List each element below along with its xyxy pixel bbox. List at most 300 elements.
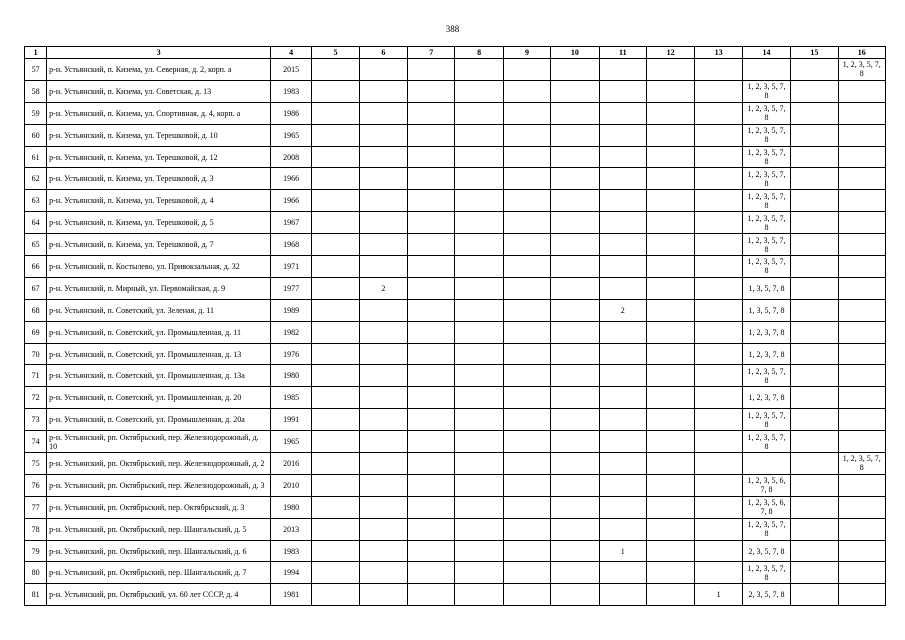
table-cell: 1, 2, 3, 7, 8 — [742, 387, 790, 409]
table-cell — [551, 409, 599, 431]
table-cell — [503, 518, 550, 540]
table-cell — [791, 80, 838, 102]
table-cell — [599, 234, 646, 256]
table-cell — [551, 474, 599, 496]
table-cell — [455, 518, 503, 540]
table-cell — [551, 234, 599, 256]
table-cell — [695, 124, 742, 146]
table-cell — [791, 321, 838, 343]
table-cell — [312, 212, 359, 234]
year-cell: 1966 — [270, 168, 311, 190]
table-cell — [551, 584, 599, 606]
table-cell — [408, 343, 455, 365]
table-cell — [455, 277, 503, 299]
table-cell — [359, 256, 407, 278]
table-cell — [312, 124, 359, 146]
table-row — [25, 387, 886, 409]
table-cell — [503, 474, 550, 496]
table-cell — [551, 562, 599, 584]
table-cell — [408, 409, 455, 431]
table-cell — [312, 562, 359, 584]
table-cell — [695, 321, 742, 343]
table-cell — [838, 102, 885, 124]
row-number-cell: 66 — [25, 256, 47, 278]
table-cell: 1, 2, 3, 5, 7, 8 — [742, 562, 790, 584]
table-cell: 1, 2, 3, 5, 7, 8 — [838, 59, 885, 81]
row-number-cell: 79 — [25, 540, 47, 562]
table-cell — [791, 518, 838, 540]
row-number-cell: 65 — [25, 234, 47, 256]
table-cell — [359, 496, 407, 518]
table-cell — [646, 518, 694, 540]
table-cell — [599, 518, 646, 540]
table-row — [25, 146, 886, 168]
year-cell: 1989 — [270, 299, 311, 321]
address-cell: р-н. Устьянский, п. Советский, ул. Промышленная, д. 11 — [47, 321, 271, 343]
column-header: 16 — [838, 47, 885, 59]
year-cell: 2008 — [270, 146, 311, 168]
table-cell — [312, 540, 359, 562]
table-cell — [838, 474, 885, 496]
table-cell — [791, 102, 838, 124]
year-cell: 1965 — [270, 124, 311, 146]
address-cell: р-н. Устьянский, п. Кизема, ул. Терешковой, д. 3 — [47, 168, 271, 190]
table-cell — [312, 321, 359, 343]
address-cell: р-н. Устьянский, п. Советский, ул. Промышленная, д. 20а — [47, 409, 271, 431]
table-cell — [599, 124, 646, 146]
table-row — [25, 496, 886, 518]
table-cell — [838, 256, 885, 278]
table-row — [25, 190, 886, 212]
table-cell — [455, 562, 503, 584]
table-cell — [455, 453, 503, 475]
table-cell — [408, 80, 455, 102]
table-cell — [646, 168, 694, 190]
table-cell — [599, 474, 646, 496]
table-cell — [551, 168, 599, 190]
table-cell: 2, 3, 5, 7, 8 — [742, 584, 790, 606]
table-cell — [359, 343, 407, 365]
year-cell: 1980 — [270, 496, 311, 518]
table-cell — [695, 387, 742, 409]
year-cell: 1977 — [270, 277, 311, 299]
table-cell — [791, 343, 838, 365]
table-cell — [551, 102, 599, 124]
table-cell — [455, 584, 503, 606]
table-cell — [646, 234, 694, 256]
table-cell — [838, 409, 885, 431]
year-cell: 1971 — [270, 256, 311, 278]
table-cell — [646, 562, 694, 584]
table-cell — [312, 80, 359, 102]
table-cell: 1, 2, 3, 5, 7, 8 — [742, 80, 790, 102]
table-cell — [838, 518, 885, 540]
row-number-cell: 67 — [25, 277, 47, 299]
table-cell — [408, 387, 455, 409]
year-cell: 1965 — [270, 431, 311, 453]
address-cell: р-н. Устьянский, п. Кизема, ул. Северная, д. 2, корп. а — [47, 59, 271, 81]
table-cell — [551, 277, 599, 299]
row-number-cell: 77 — [25, 496, 47, 518]
table-cell — [312, 59, 359, 81]
table-cell — [503, 431, 550, 453]
row-number-cell: 57 — [25, 59, 47, 81]
table-cell — [695, 277, 742, 299]
address-cell: р-н. Устьянский, п. Кизема, ул. Терешковой, д. 10 — [47, 124, 271, 146]
table-cell — [359, 365, 407, 387]
year-cell: 1967 — [270, 212, 311, 234]
table-cell — [695, 212, 742, 234]
row-number-cell: 71 — [25, 365, 47, 387]
column-header: 10 — [551, 47, 599, 59]
table-cell — [359, 474, 407, 496]
table-cell — [312, 277, 359, 299]
table-cell — [599, 256, 646, 278]
table-cell — [791, 212, 838, 234]
table-row — [25, 124, 886, 146]
table-cell — [791, 453, 838, 475]
table-cell — [599, 168, 646, 190]
table-cell — [312, 431, 359, 453]
table-cell — [838, 584, 885, 606]
table-row — [25, 562, 886, 584]
year-cell: 1966 — [270, 190, 311, 212]
table-cell — [408, 431, 455, 453]
table-cell — [551, 518, 599, 540]
table-cell — [455, 212, 503, 234]
table-cell — [455, 102, 503, 124]
table-cell — [359, 124, 407, 146]
column-header: 4 — [270, 47, 311, 59]
table-cell — [646, 321, 694, 343]
table-cell — [599, 409, 646, 431]
year-cell: 2016 — [270, 453, 311, 475]
table-row — [25, 540, 886, 562]
column-header: 9 — [503, 47, 550, 59]
year-cell: 2013 — [270, 518, 311, 540]
table-cell — [359, 80, 407, 102]
table-cell — [503, 146, 550, 168]
table-cell — [599, 321, 646, 343]
table-row — [25, 299, 886, 321]
column-header: 8 — [455, 47, 503, 59]
table-cell — [312, 474, 359, 496]
table-cell — [503, 409, 550, 431]
table-cell: 1 — [599, 540, 646, 562]
table-cell: 1, 2, 3, 5, 7, 8 — [742, 212, 790, 234]
table-cell — [408, 234, 455, 256]
table-cell: 1, 2, 3, 5, 7, 8 — [742, 234, 790, 256]
table-cell — [455, 409, 503, 431]
table-cell — [791, 365, 838, 387]
table-cell — [503, 212, 550, 234]
table-cell — [408, 146, 455, 168]
table-cell — [503, 343, 550, 365]
table-cell — [455, 365, 503, 387]
table-cell — [359, 540, 407, 562]
table-row — [25, 321, 886, 343]
table-cell — [838, 562, 885, 584]
table-cell: 1, 2, 3, 5, 7, 8 — [742, 518, 790, 540]
table-cell — [408, 212, 455, 234]
table-cell — [503, 387, 550, 409]
table-cell — [408, 277, 455, 299]
table-row — [25, 431, 886, 453]
column-header: 11 — [599, 47, 646, 59]
table-cell — [646, 387, 694, 409]
header-row — [25, 47, 886, 59]
table-cell — [695, 299, 742, 321]
table-cell — [408, 256, 455, 278]
table-cell — [838, 540, 885, 562]
table-cell — [791, 409, 838, 431]
table-cell — [455, 124, 503, 146]
table-cell — [551, 540, 599, 562]
table-cell — [791, 431, 838, 453]
table-cell: 1, 2, 3, 5, 7, 8 — [742, 146, 790, 168]
table-cell — [791, 562, 838, 584]
row-number-cell: 69 — [25, 321, 47, 343]
table-row — [25, 365, 886, 387]
table-cell: 1, 2, 3, 7, 8 — [742, 343, 790, 365]
table-cell — [312, 387, 359, 409]
table-cell — [838, 365, 885, 387]
table-cell: 1, 2, 3, 5, 7, 8 — [838, 453, 885, 475]
year-cell: 1968 — [270, 234, 311, 256]
table-cell — [646, 212, 694, 234]
table-cell — [455, 234, 503, 256]
table-cell — [838, 343, 885, 365]
table-cell — [791, 584, 838, 606]
row-number-cell: 64 — [25, 212, 47, 234]
table-cell — [503, 80, 550, 102]
table-cell — [359, 234, 407, 256]
table-cell — [838, 299, 885, 321]
table-cell — [408, 518, 455, 540]
table-cell — [359, 518, 407, 540]
table-cell — [695, 190, 742, 212]
year-cell: 1980 — [270, 365, 311, 387]
address-cell: р-н. Устьянский, п. Кизема, ул. Спортивная, д. 4, корп. а — [47, 102, 271, 124]
year-cell: 2015 — [270, 59, 311, 81]
table-cell — [408, 540, 455, 562]
table-cell — [359, 168, 407, 190]
table-cell — [791, 256, 838, 278]
table-cell — [312, 584, 359, 606]
table-cell — [695, 496, 742, 518]
table-cell — [791, 59, 838, 81]
table-cell — [551, 190, 599, 212]
table-cell — [646, 540, 694, 562]
table-row — [25, 256, 886, 278]
table-cell — [312, 365, 359, 387]
table-cell — [455, 59, 503, 81]
table-cell — [408, 299, 455, 321]
row-number-cell: 74 — [25, 431, 47, 453]
table-cell — [359, 409, 407, 431]
year-cell: 2010 — [270, 474, 311, 496]
column-header: 14 — [742, 47, 790, 59]
table-cell — [551, 431, 599, 453]
table-cell — [551, 365, 599, 387]
address-cell: р-н. Устьянский, рп. Октябрьский, пер. Железнодорожный, д. 10 — [47, 431, 271, 453]
table-cell — [599, 496, 646, 518]
table-cell — [455, 496, 503, 518]
column-header: 5 — [312, 47, 359, 59]
table-cell — [646, 453, 694, 475]
year-cell: 1983 — [270, 80, 311, 102]
address-cell: р-н. Устьянский, рп. Октябрьский, пер. Железнодорожный, д. 2 — [47, 453, 271, 475]
table-cell — [408, 562, 455, 584]
table-cell: 1 — [695, 584, 742, 606]
table-cell — [455, 168, 503, 190]
table-cell — [312, 256, 359, 278]
table-cell — [503, 168, 550, 190]
column-header: 13 — [695, 47, 742, 59]
table-cell — [646, 496, 694, 518]
table-cell — [359, 146, 407, 168]
table-cell — [695, 540, 742, 562]
year-cell: 1985 — [270, 387, 311, 409]
table-cell — [599, 562, 646, 584]
table-cell — [503, 234, 550, 256]
table-cell: 1, 2, 3, 5, 7, 8 — [742, 409, 790, 431]
table-body — [25, 59, 886, 606]
housing-register-table — [24, 46, 886, 606]
table-cell — [408, 584, 455, 606]
table-cell — [599, 584, 646, 606]
row-number-cell: 68 — [25, 299, 47, 321]
address-cell: р-н. Устьянский, п. Советский, ул. Промышленная, д. 13 — [47, 343, 271, 365]
table-cell — [599, 453, 646, 475]
table-row — [25, 102, 886, 124]
address-cell: р-н. Устьянский, п. Кизема, ул. Терешковой, д. 12 — [47, 146, 271, 168]
table-cell — [551, 496, 599, 518]
table-cell: 1, 2, 3, 5, 7, 8 — [742, 168, 790, 190]
table-header — [25, 47, 886, 59]
row-number-cell: 63 — [25, 190, 47, 212]
table-cell — [408, 59, 455, 81]
table-cell: 2 — [359, 277, 407, 299]
table-cell — [359, 59, 407, 81]
table-cell — [359, 431, 407, 453]
table-cell — [838, 387, 885, 409]
table-cell — [599, 387, 646, 409]
table-cell — [408, 496, 455, 518]
table-row — [25, 518, 886, 540]
table-cell — [599, 190, 646, 212]
table-cell: 1, 3, 5, 7, 8 — [742, 277, 790, 299]
table-cell — [503, 102, 550, 124]
row-number-cell: 70 — [25, 343, 47, 365]
table-row — [25, 409, 886, 431]
table-cell — [646, 365, 694, 387]
table-cell — [312, 299, 359, 321]
table-cell — [646, 431, 694, 453]
table-cell — [455, 431, 503, 453]
table-cell — [646, 190, 694, 212]
table-cell — [455, 80, 503, 102]
table-cell — [791, 299, 838, 321]
row-number-cell: 62 — [25, 168, 47, 190]
table-cell — [742, 59, 790, 81]
table-cell: 1, 2, 3, 5, 7, 8 — [742, 102, 790, 124]
table-cell: 1, 3, 5, 7, 8 — [742, 299, 790, 321]
table-cell — [599, 343, 646, 365]
table-cell — [455, 540, 503, 562]
table-cell — [599, 431, 646, 453]
address-cell: р-н. Устьянский, п. Кизема, ул. Терешковой, д. 4 — [47, 190, 271, 212]
column-header: 12 — [646, 47, 694, 59]
table-row — [25, 212, 886, 234]
table-cell — [695, 562, 742, 584]
table-cell — [408, 321, 455, 343]
address-cell: р-н. Устьянский, п. Советский, ул. Промышленная, д. 20 — [47, 387, 271, 409]
page-number: 388 — [445, 24, 460, 34]
table-cell — [646, 343, 694, 365]
row-number-cell: 60 — [25, 124, 47, 146]
table-cell — [455, 299, 503, 321]
table-cell — [312, 409, 359, 431]
table-cell — [742, 453, 790, 475]
table-cell — [695, 343, 742, 365]
table-cell — [551, 321, 599, 343]
table-cell — [791, 277, 838, 299]
table-cell — [503, 584, 550, 606]
table-cell — [359, 190, 407, 212]
table-cell — [599, 80, 646, 102]
table-cell: 1, 2, 3, 5, 7, 8 — [742, 256, 790, 278]
table-cell — [551, 256, 599, 278]
year-cell: 1991 — [270, 409, 311, 431]
table-cell — [503, 59, 550, 81]
table-row — [25, 168, 886, 190]
table-cell — [646, 256, 694, 278]
table-cell — [646, 584, 694, 606]
address-cell: р-н. Устьянский, п. Советский, ул. Промышленная, д. 13а — [47, 365, 271, 387]
address-cell: р-н. Устьянский, рп. Октябрьский, ул. 60 лет СССР, д. 4 — [47, 584, 271, 606]
table-cell — [408, 453, 455, 475]
address-cell: р-н. Устьянский, рп. Октябрьский, пер. Октябрьский, д. 3 — [47, 496, 271, 518]
table-cell — [455, 387, 503, 409]
table-row — [25, 59, 886, 81]
table-cell — [503, 256, 550, 278]
table-cell — [646, 299, 694, 321]
table-cell — [455, 146, 503, 168]
table-cell — [551, 453, 599, 475]
table-cell — [646, 80, 694, 102]
table-cell — [503, 321, 550, 343]
row-number-cell: 81 — [25, 584, 47, 606]
table-cell — [695, 80, 742, 102]
table-cell — [503, 365, 550, 387]
table-cell — [646, 409, 694, 431]
table-cell: 1, 2, 3, 5, 7, 8 — [742, 124, 790, 146]
table-cell — [838, 146, 885, 168]
table-cell — [551, 343, 599, 365]
table-row — [25, 80, 886, 102]
address-cell: р-н. Устьянский, п. Кизема, ул. Терешковой, д. 5 — [47, 212, 271, 234]
table-cell — [695, 59, 742, 81]
table-cell — [838, 212, 885, 234]
table-cell — [791, 168, 838, 190]
table-cell — [455, 256, 503, 278]
table-cell — [695, 431, 742, 453]
table-row — [25, 234, 886, 256]
table-cell — [838, 124, 885, 146]
table-cell — [791, 124, 838, 146]
table-cell — [695, 518, 742, 540]
